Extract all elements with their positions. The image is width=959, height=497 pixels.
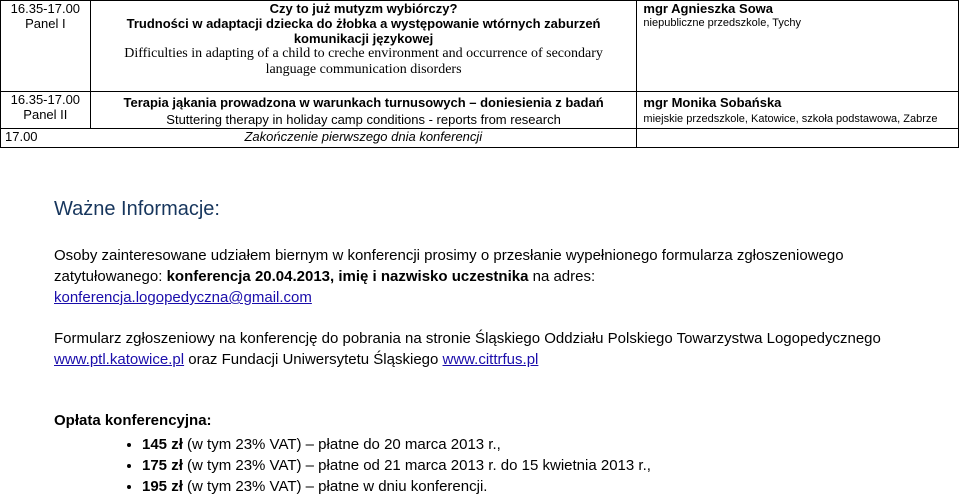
form-text: Formularz zgłoszeniowy na konferencję do pobrania na stronie Śląskiego Oddziału Polskiego Towarzystwa Logopedycznego bbox=[54, 330, 881, 347]
foundation-link[interactable]: www.cittrfus.pl bbox=[442, 351, 539, 368]
speaker-cell bbox=[637, 92, 959, 129]
talk-title-pl: Trudności w adaptacji dziecka do żłobka a występowanie wtórnych zaburzeń komunikacji językowej bbox=[126, 16, 601, 46]
title-cell bbox=[90, 129, 637, 148]
fee-heading: Opłata konferencyjna: bbox=[54, 412, 212, 429]
session-question: Czy to już mutyzm wybiórczy? bbox=[269, 1, 458, 16]
speaker-affiliation: miejskie przedszkole, Katowice, szkoła podstawowa, Zabrze bbox=[643, 113, 938, 125]
time-cell bbox=[1, 129, 91, 148]
time: 16.35-17.00 bbox=[10, 92, 81, 107]
fee-item bbox=[142, 455, 651, 476]
speaker-name: mgr Agnieszka Sowa bbox=[643, 1, 773, 16]
fee-list bbox=[104, 434, 651, 497]
speaker-cell bbox=[637, 1, 959, 92]
ptl-link[interactable]: www.ptl.katowice.pl bbox=[54, 351, 185, 368]
info-paragraph-form bbox=[54, 328, 934, 370]
fee-text: (w tym 23% VAT) – płatne od 21 marca 2013 r. do 15 kwietnia 2013 r., bbox=[182, 457, 651, 474]
fee-text: (w tym 23% VAT) – płatne do 20 marca 2013 r., bbox=[182, 436, 501, 453]
form-mid-text: oraz Fundacji Uniwersytetu Śląskiego bbox=[184, 351, 443, 368]
fee-amount: 175 zł bbox=[142, 457, 183, 474]
speaker-name: mgr Monika Sobańska bbox=[643, 95, 782, 110]
talk-title-en: Stuttering therapy in holiday camp conditions - reports from research bbox=[166, 112, 561, 127]
program-row-panel-1 bbox=[1, 1, 959, 92]
time: 17.00 bbox=[5, 129, 38, 144]
panel-label: Panel II bbox=[23, 107, 68, 122]
talk-title-pl: Terapia jąkania prowadzona w warunkach turnusowych – doniesienia z badań bbox=[123, 95, 604, 110]
fee-amount: 145 zł bbox=[142, 436, 183, 453]
speaker-affiliation: niepubliczne przedszkole, Tychy bbox=[643, 17, 801, 29]
email-link[interactable]: konferencja.logopedyczna@gmail.com bbox=[54, 289, 312, 306]
title-cell bbox=[90, 92, 637, 129]
registration-tail: na adres: bbox=[528, 268, 596, 285]
fee-text: (w tym 23% VAT) – płatne w dniu konferencji. bbox=[182, 478, 488, 495]
program-row-closing bbox=[1, 129, 959, 148]
time-cell bbox=[1, 92, 91, 129]
info-paragraph-registration bbox=[54, 245, 934, 308]
program-row-panel-2 bbox=[1, 92, 959, 129]
fee-amount: 195 zł bbox=[142, 478, 183, 495]
panel-label: Panel I bbox=[25, 16, 66, 31]
title-cell bbox=[90, 1, 637, 92]
registration-subject: konferencja 20.04.2013, imię i nazwisko uczestnika bbox=[166, 268, 529, 285]
fee-item bbox=[142, 434, 651, 455]
speaker-cell bbox=[637, 129, 959, 148]
closing-title: Zakończenie pierwszego dnia konferencji bbox=[244, 129, 483, 144]
registration-text: Osoby zainteresowane udziałem biernym w konferencji prosimy o przesłanie wypełnionego formularza zgłoszeniowego zatytułowanego: bbox=[54, 247, 844, 285]
info-heading: Ważne Informacje: bbox=[54, 198, 220, 220]
program-table bbox=[0, 0, 959, 148]
fee-item bbox=[142, 476, 651, 497]
time-cell bbox=[1, 1, 91, 92]
talk-title-en: Difficulties in adapting of a child to creche environment and occurrence of secondary language communication disorders bbox=[124, 46, 603, 77]
time: 16.35-17.00 bbox=[10, 1, 81, 16]
